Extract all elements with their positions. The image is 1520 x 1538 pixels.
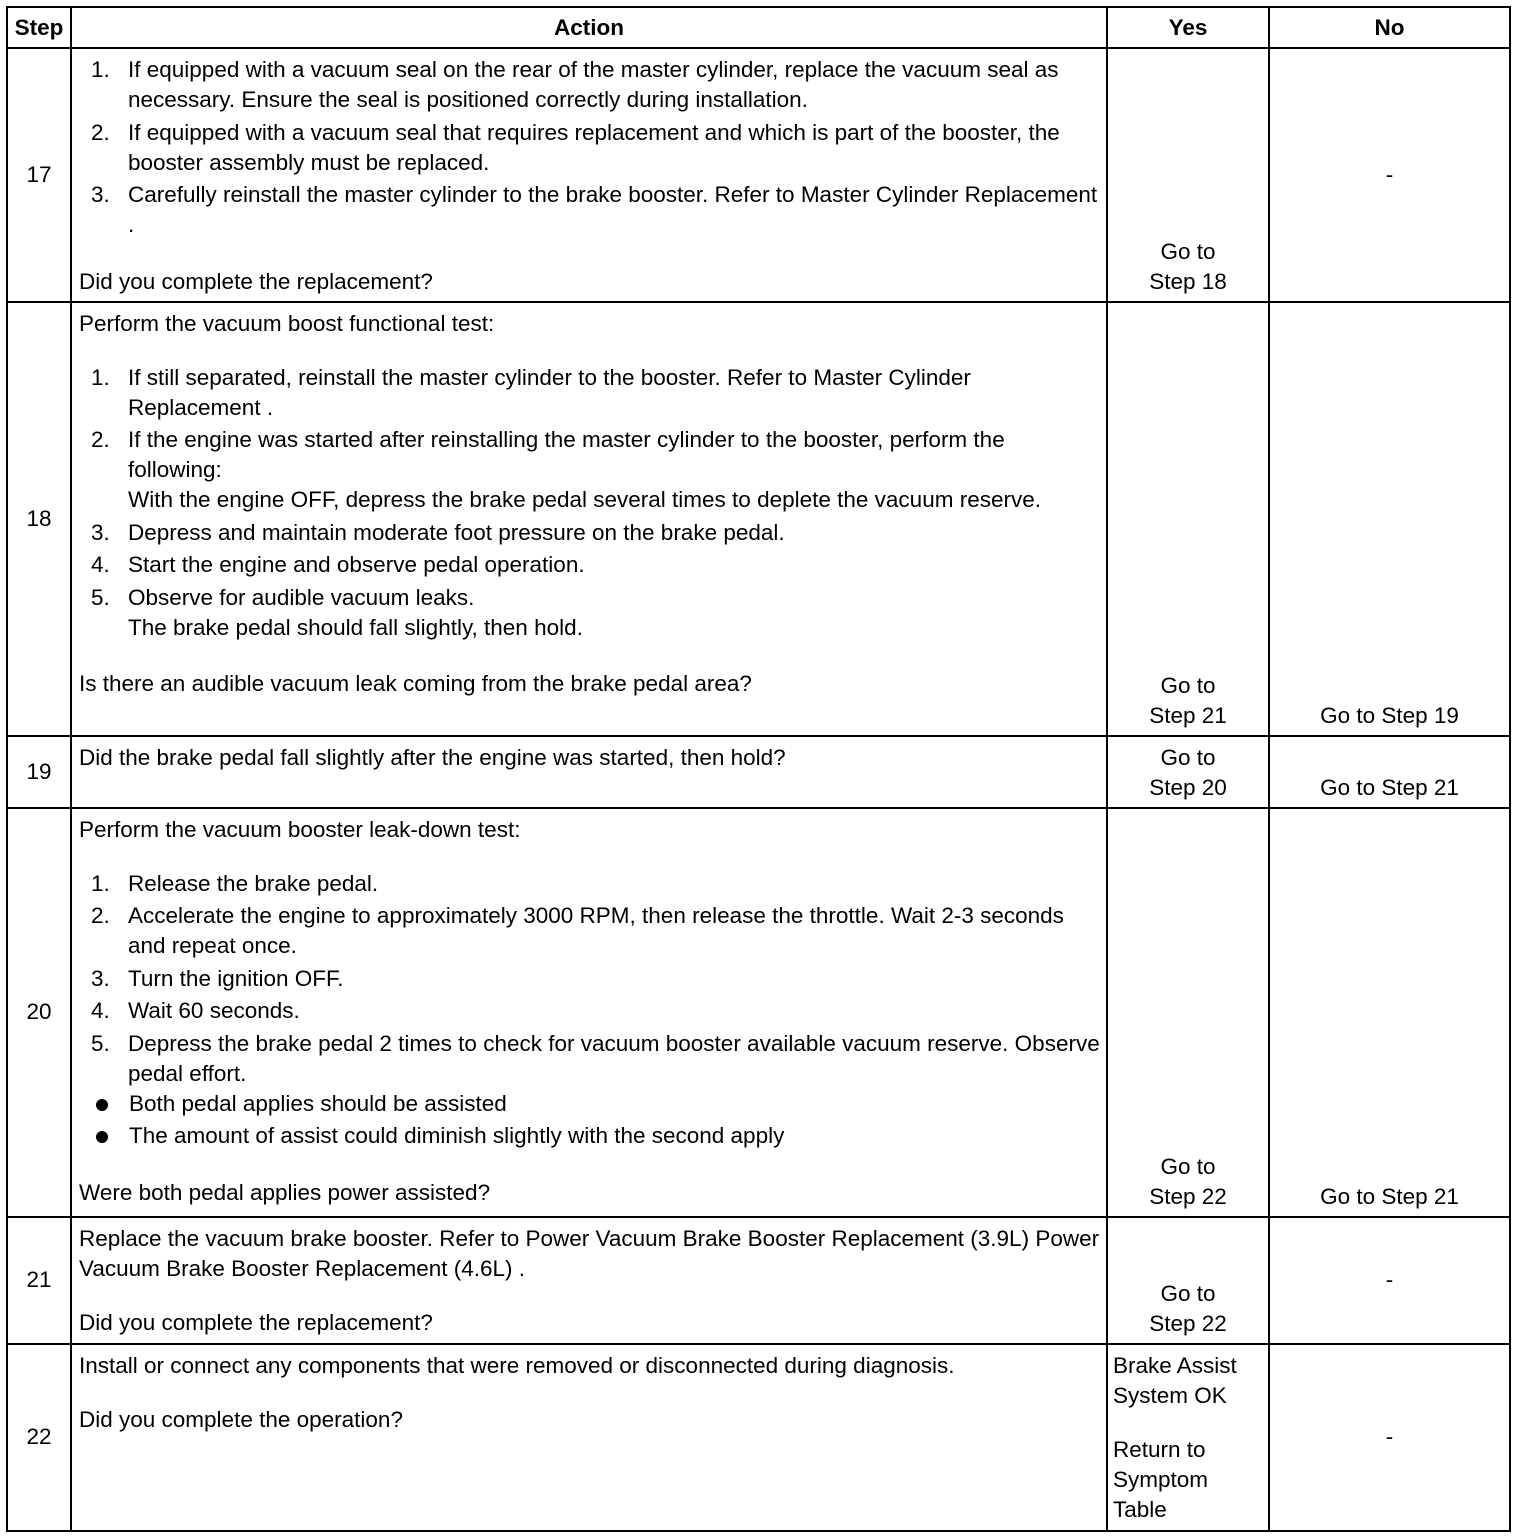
yes-cell [1107,736,1269,808]
item-number: 1. [91,870,110,896]
bullet-list [79,1089,1100,1152]
item-text: Turn the ignition OFF. [128,965,344,991]
yes-goto-line1: Go to [1160,1153,1216,1179]
item-number: 2. [91,903,110,928]
action-cell [71,302,1107,736]
item-number: 4. [91,998,110,1023]
diagnostic-table [6,6,1511,1532]
yes-cell [1107,1217,1269,1344]
yes-cell [1107,808,1269,1217]
no-cell: Go to Step 21 [1269,736,1510,808]
step-number: 19 [7,736,71,808]
procedure-list [79,363,1100,643]
intro-text: Install or connect any components that were removed or disconnected during diagnosis. [79,1352,955,1378]
no-cell: - [1269,1217,1510,1344]
header-yes: Yes [1107,7,1269,48]
item-number: 5. [91,1030,110,1056]
no-cell: Go to Step 19 [1269,302,1510,736]
intro-text: Replace the vacuum brake booster. Refer to Power Vacuum Brake Booster Replacement (3.9L) Power Vacuum Brake Booster Replacement (4.6L) . [79,1225,1100,1281]
header-step: Step [7,7,71,48]
yes-cell [1107,48,1269,302]
step-number: 20 [7,808,71,1217]
yes-goto-line1: Go to [1160,744,1216,770]
yes-goto-line2: Step 22 [1149,1183,1227,1209]
yes-return-text: Return to Symptom Table [1113,1436,1209,1522]
list-item [79,55,1100,115]
item-text: Carefully reinstall the master cylinder to the brake booster. Refer to Master Cylinder Replacement . [128,182,1098,237]
bullet-item [79,1121,1100,1151]
list-item [79,869,1100,899]
intro-text: Perform the vacuum boost functional test: [79,310,495,336]
list-item [79,518,1100,548]
item-text: Observe for audible vacuum leaks. [128,584,475,610]
item-number: 1. [91,57,110,82]
list-item [79,363,1100,423]
step-number: 21 [7,1217,71,1344]
intro-text: Perform the vacuum booster leak-down test: [79,816,521,842]
yes-cell [1107,302,1269,736]
item-number: 3. [91,965,110,991]
table-row [7,302,1510,736]
item-text: If equipped with a vacuum seal that requires replacement and which is part of the booster, the booster assembly must be replaced. [128,119,1060,175]
question-text: Did you complete the replacement? [79,268,433,294]
question-text: Did you complete the operation? [79,1406,403,1432]
yes-goto-line2: Step 18 [1149,268,1227,294]
yes-cell [1107,1344,1269,1531]
question-text: Were both pedal applies power assisted? [79,1179,491,1205]
yes-goto-line2: Step 22 [1149,1310,1227,1336]
question-text: Is there an audible vacuum leak coming from the brake pedal area? [79,671,752,696]
item-number: 3. [91,519,110,545]
action-cell [71,1217,1107,1344]
procedure-list [79,869,1100,1152]
no-cell: - [1269,48,1510,302]
table-row [7,48,1510,302]
item-text: Depress and maintain moderate foot pressure on the brake pedal. [128,519,785,545]
bullet-text: The amount of assist could diminish slightly with the second apply [129,1123,785,1148]
item-number: 2. [91,427,110,452]
action-cell [71,48,1107,302]
item-subtext: With the engine OFF, depress the brake pedal several times to deplete the vacuum reserve. [128,487,1041,512]
item-text: If still separated, reinstall the master cylinder to the booster. Refer to Master Cylinder Replacement . [128,364,971,420]
table-row [7,1344,1510,1531]
procedure-list [79,55,1100,240]
bullet-text: Both pedal applies should be assisted [129,1090,507,1116]
question-text: Did you complete the replacement? [79,1309,433,1335]
table-row [7,736,1510,808]
step-number: 22 [7,1344,71,1531]
item-text: Wait 60 seconds. [128,998,300,1023]
item-text: Depress the brake pedal 2 times to check for vacuum booster available vacuum reserve. Observe pedal effort. [128,1030,1100,1086]
table-row [7,1217,1510,1344]
list-item [79,964,1100,994]
list-item [79,1029,1100,1152]
item-text: Accelerate the engine to approximately 3000 RPM, then release the throttle. Wait 2-3 seconds and repeat once. [128,903,1064,958]
yes-goto-line1: Go to [1160,238,1216,264]
item-subtext: The brake pedal should fall slightly, then hold. [128,614,583,640]
step-number: 17 [7,48,71,302]
item-number: 1. [91,364,110,390]
yes-goto-line2: Step 20 [1149,774,1227,800]
no-cell: - [1269,1344,1510,1531]
item-text: If equipped with a vacuum seal on the rear of the master cylinder, replace the vacuum seal as necessary. Ensure the seal is positioned correctly during installation. [128,57,1059,112]
item-number: 5. [91,584,110,610]
list-item [79,996,1100,1026]
yes-goto-line1: Go to [1160,1280,1216,1306]
bullet-item [79,1089,1100,1119]
yes-result-text: Brake Assist System OK [1113,1352,1237,1408]
bullet-icon [96,1131,108,1143]
table-row [7,808,1510,1217]
yes-goto-line2: Step 21 [1149,702,1227,728]
item-number: 4. [91,552,110,577]
item-text: Release the brake pedal. [128,870,379,896]
item-text: If the engine was started after reinstalling the master cylinder to the booster, perform the following: [128,427,1005,482]
list-item [79,550,1100,580]
list-item [79,118,1100,178]
item-number: 3. [91,182,110,207]
no-cell: Go to Step 21 [1269,808,1510,1217]
action-cell [71,808,1107,1217]
question-text: Did the brake pedal fall slightly after the engine was started, then hold? [79,744,786,770]
action-cell [71,1344,1107,1531]
item-text: Start the engine and observe pedal operation. [128,552,585,577]
bullet-icon [96,1099,108,1111]
item-number: 2. [91,119,110,145]
list-item [79,180,1100,240]
list-item [79,425,1100,515]
yes-goto-line1: Go to [1160,672,1216,698]
header-no: No [1269,7,1510,48]
list-item [79,901,1100,961]
list-item [79,583,1100,643]
header-row [7,7,1510,48]
action-cell [71,736,1107,808]
header-action: Action [71,7,1107,48]
step-number: 18 [7,302,71,736]
